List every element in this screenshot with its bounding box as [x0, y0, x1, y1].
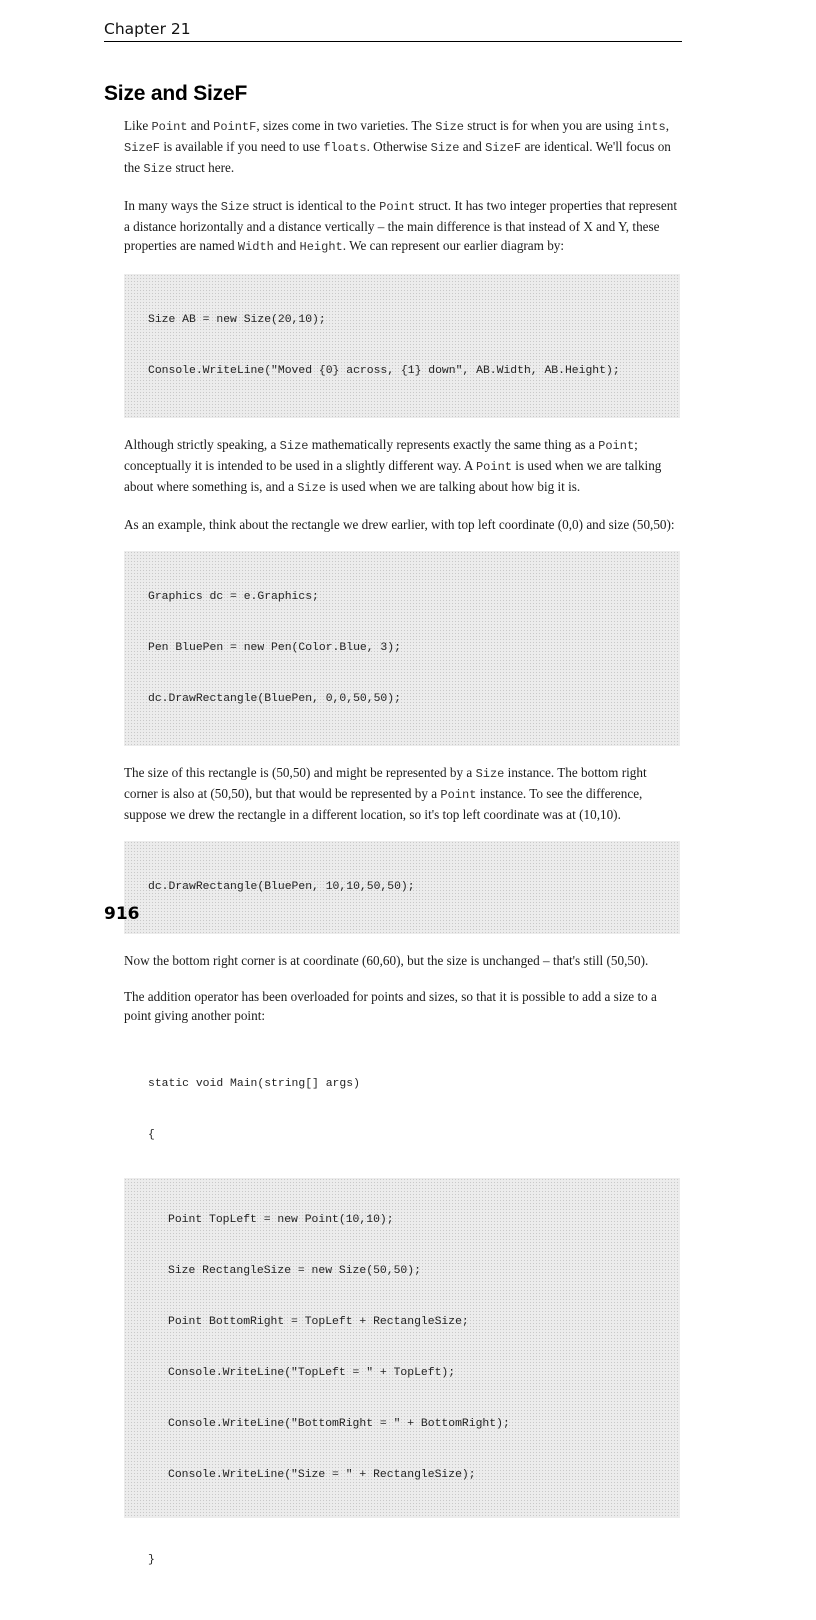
- code-line: Point TopLeft = new Point(10,10);: [168, 1214, 394, 1226]
- code-line: Pen BluePen = new Pen(Color.Blue, 3);: [148, 642, 401, 654]
- paragraph-rectangle-size: The size of this rectangle is (50,50) and might be represented by a Size instance. The bottom right corner is also at (50,50), but that would be represented by a Point instance. To see the difference, suppose we drew the rectangle in a different location, so it's top left coordinate was at (10,10).: [124, 765, 647, 822]
- code-line: Point BottomRight = TopLeft + RectangleSize;: [168, 1316, 469, 1328]
- code-line: Size RectangleSize = new Size(50,50);: [168, 1265, 421, 1277]
- paragraph-size-varieties: Like Point and PointF, sizes come in two varieties. The Size struct is for when you are using ints, SizeF is available if you need to use floats. Otherwise Size and SizeF are identical. We'll focus on the Size struct here.: [124, 118, 671, 176]
- code-line: Console.WriteLine("Size = " + RectangleSize);: [168, 1469, 476, 1481]
- section-title: Size and SizeF: [104, 82, 248, 105]
- code-line: Size AB = new Size(20,10);: [148, 314, 326, 326]
- code-block-main: [124, 1042, 680, 1603]
- code-block-size-ab: [124, 274, 680, 418]
- code-line: Console.WriteLine("Moved {0} across, {1} down", AB.Width, AB.Height);: [148, 365, 620, 377]
- code-line: dc.DrawRectangle(BluePen, 0,0,50,50);: [148, 693, 401, 705]
- code-line-open-brace: {: [148, 1129, 155, 1141]
- paragraph-addition-operator: The addition operator has been overloaded for points and sizes, so that it is possible to add a size to a point giving another point:: [124, 989, 657, 1023]
- code-line: dc.DrawRectangle(BluePen, 10,10,50,50);: [148, 881, 415, 893]
- code-line: Console.WriteLine("BottomRight = " + BottomRight);: [168, 1418, 510, 1430]
- code-line: Console.WriteLine("TopLeft = " + TopLeft);: [168, 1367, 456, 1379]
- page-body: [124, 116, 680, 1620]
- code-line: Graphics dc = e.Graphics;: [148, 591, 319, 603]
- code-block-draw-rectangle: [124, 551, 680, 746]
- paragraph-bottom-right: Now the bottom right corner is at coordinate (60,60), but the size is unchanged – that's still (50,50).: [124, 953, 649, 968]
- page-number: 916: [104, 904, 140, 924]
- code-line-close-brace: }: [148, 1554, 155, 1566]
- running-header-chapter: Chapter 21: [104, 20, 191, 38]
- code-block-main-body: [124, 1178, 680, 1518]
- code-block-draw-rectangle-moved: [124, 841, 680, 934]
- paragraph-size-vs-point: In many ways the Size struct is identical to the Point struct. It has two integer properties that represent a distance horizontally and a distance vertically – the main difference is that instead of X and Y, these properties are named Width and Height. We can represent our earlier diagram by:: [124, 198, 678, 254]
- header-rule: [104, 41, 682, 42]
- paragraph-rectangle-example: As an example, think about the rectangle we drew earlier, with top left coordinate (0,0) and size (50,50):: [124, 517, 675, 532]
- paragraph-conceptual-difference: Although strictly speaking, a Size mathematically represents exactly the same thing as a Point; conceptually it is intended to be used in a slightly different way. A Point is used when we are talking about where something is, and a Size is used when we are talking about how big it is.: [124, 437, 662, 495]
- code-line-signature: static void Main(string[] args): [148, 1078, 360, 1090]
